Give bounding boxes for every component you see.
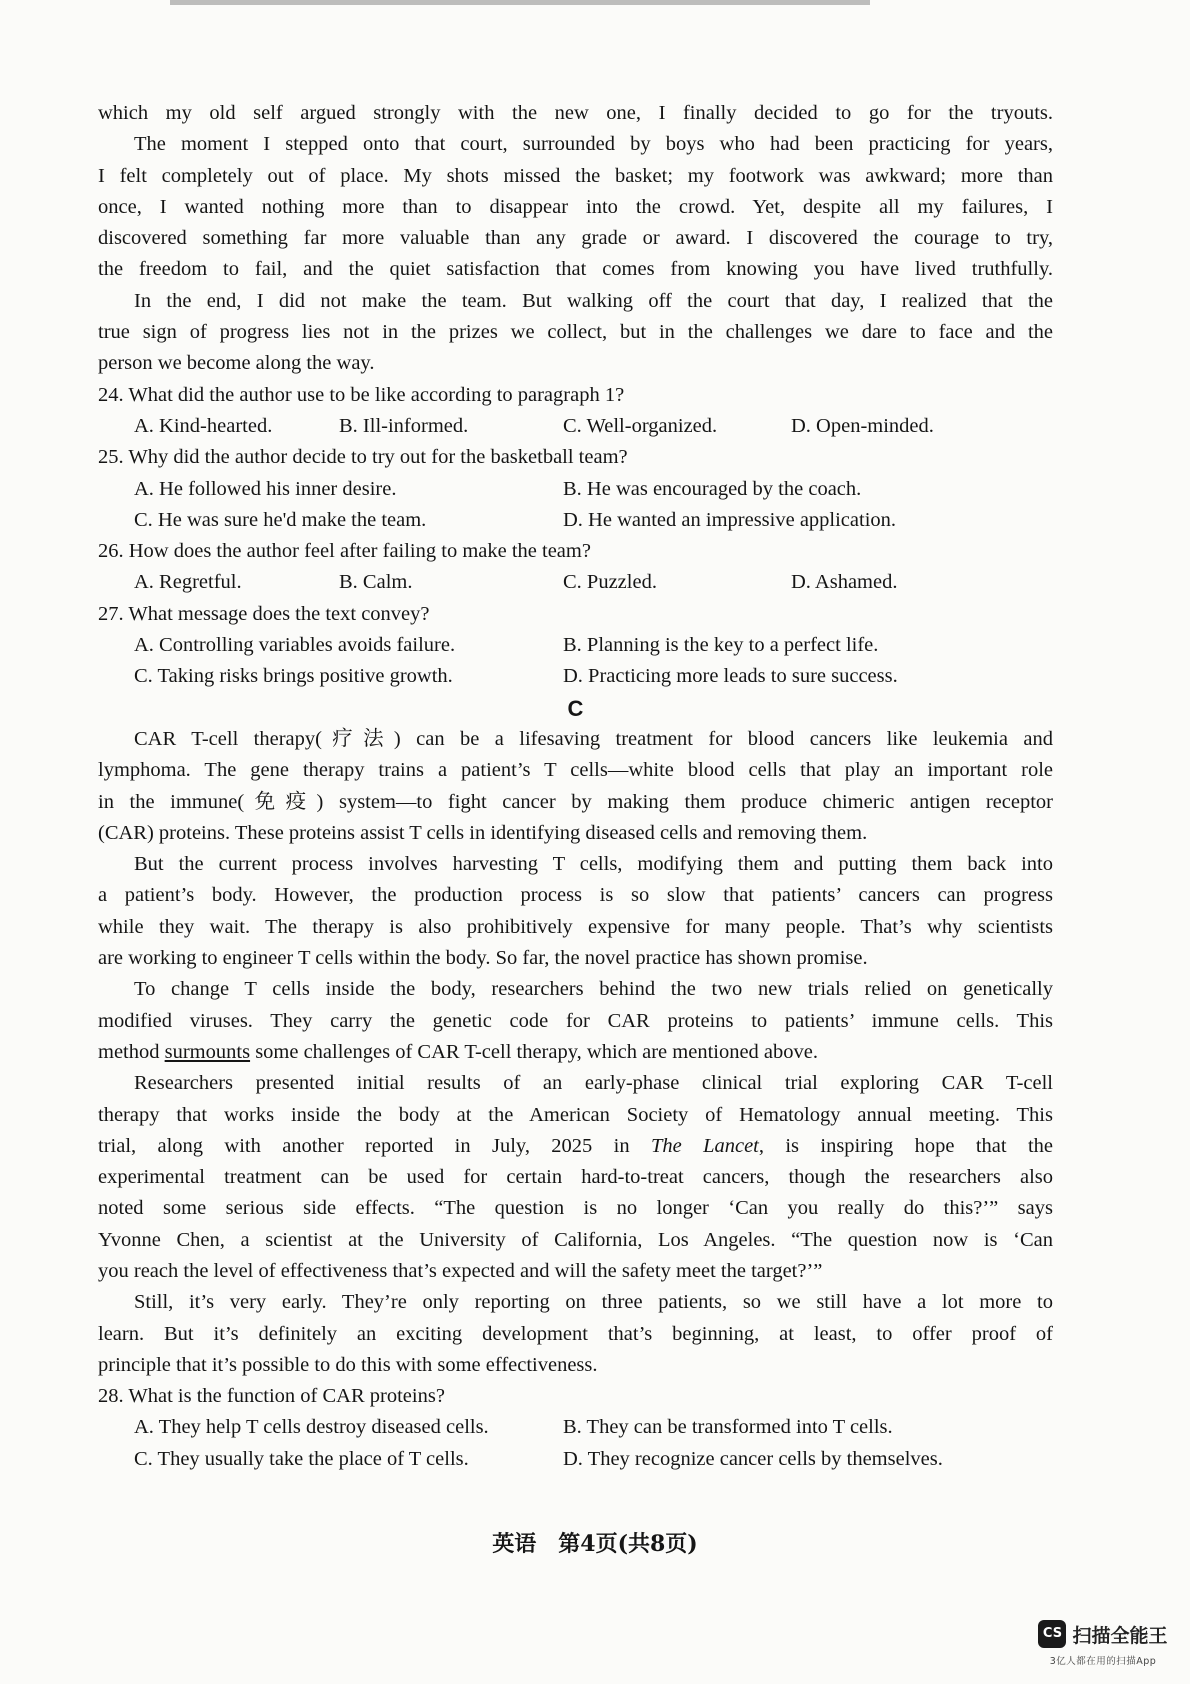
paragraph-line: modified viruses. They carry the genetic code for CAR proteins to patients’ immune cells. This — [98, 1009, 1053, 1032]
option-b[interactable]: B. Calm. — [339, 571, 413, 594]
options-25-row1 — [98, 474, 1053, 505]
paragraph-line: learn. But it’s definitely an exciting development that’s beginning, at least, to offer proof of — [98, 1322, 1053, 1345]
page-footer: 英语 第4页(共8页) — [492, 1531, 698, 1557]
text-span: trial, along with another reported in July, 2025 in — [98, 1134, 651, 1157]
options-27-row2 — [98, 661, 1053, 692]
journal-title: The Lancet — [650, 1134, 759, 1157]
page-content — [98, 98, 1053, 1475]
options-25-row2 — [98, 505, 1053, 536]
paragraph-line: But the current process involves harvesting T cells, modifying them and putting them back into — [134, 853, 1053, 876]
paragraph-line: I felt completely out of place. My shots missed the basket; my footwork was awkward; more than — [98, 164, 1053, 187]
passage-b-tail — [98, 98, 1053, 380]
option-d[interactable]: D. He wanted an impressive application. — [563, 508, 897, 531]
option-d[interactable]: D. They recognize cancer cells by themselves. — [563, 1447, 943, 1470]
paragraph-line: experimental treatment can be used for certain hard-to-treat cancers, though the researchers also — [98, 1166, 1053, 1189]
section-heading: C — [567, 695, 584, 721]
question-26: 26. How does the author feel after failing to make the team? — [98, 540, 591, 563]
option-a[interactable]: A. He followed his inner desire. — [134, 477, 397, 500]
scan-edge-artifact — [170, 0, 870, 5]
underlined-word: surmounts — [164, 1040, 251, 1063]
options-24 — [98, 411, 1053, 442]
text-span: some challenges of CAR T-cell therapy, which are mentioned above. — [250, 1040, 819, 1063]
paragraph-line: Researchers presented initial results of an early-phase clinical trial exploring CAR T-cell — [134, 1072, 1053, 1095]
paragraph-line: a patient’s body. However, the production process is so slow that patients’ cancers can progress — [98, 884, 1053, 907]
paragraph-line: To change T cells inside the body, researchers behind the two new trials relied on genetically — [134, 978, 1053, 1001]
options-27-row1 — [98, 630, 1053, 661]
paragraph-line: which my old self argued strongly with the new one, I finally decided to go for the tryouts. — [98, 102, 1053, 124]
question-28: 28. What is the function of CAR proteins? — [98, 1385, 445, 1408]
option-d[interactable]: D. Practicing more leads to sure success. — [563, 665, 898, 688]
option-b[interactable]: B. He was encouraged by the coach. — [563, 477, 862, 500]
option-a[interactable]: A. Kind-hearted. — [134, 414, 273, 437]
paragraph-line — [98, 1131, 1053, 1162]
paragraph-line: noted some serious side effects. “The question is no longer ‘Can you really do this?’” says — [98, 1197, 1053, 1220]
option-c[interactable]: C. He was sure he'd make the team. — [134, 508, 427, 531]
option-c[interactable]: C. Taking risks brings positive growth. — [134, 665, 453, 688]
camscanner-logo: CS — [1038, 1620, 1066, 1648]
watermark-name: 扫描全能王 — [1072, 1624, 1168, 1647]
option-a[interactable]: A. They help T cells destroy diseased cells. — [134, 1416, 489, 1439]
passage-c — [98, 724, 1053, 1381]
option-a[interactable]: A. Controlling variables avoids failure. — [134, 634, 456, 657]
text-span: , is inspiring hope that the — [758, 1134, 1053, 1157]
options-28-row1 — [98, 1412, 1053, 1443]
options-28-row2 — [98, 1444, 1053, 1475]
option-b[interactable]: B. Planning is the key to a perfect life. — [563, 634, 879, 657]
option-b[interactable]: B. They can be transformed into T cells. — [563, 1416, 893, 1439]
option-c[interactable]: C. Well-organized. — [563, 414, 718, 437]
paragraph-line: person we become along the way. — [98, 352, 375, 375]
option-b[interactable]: B. Ill-informed. — [339, 414, 469, 437]
paragraph-line: CAR T-cell therapy(疗法) can be a lifesaving treatment for blood cancers like leukemia and — [134, 727, 1053, 750]
option-c[interactable]: C. Puzzled. — [563, 571, 657, 594]
question-25: 25. Why did the author decide to try out for the basketball team? — [98, 446, 628, 469]
paragraph-line: Still, it’s very early. They’re only reporting on three patients, so we still have a lot more to — [134, 1291, 1053, 1314]
paragraph-line: The moment I stepped onto that court, surrounded by boys who had been practicing for years, — [134, 133, 1053, 156]
paragraph-line: Yvonne Chen, a scientist at the University of California, Los Angeles. “The question now is ‘Can — [98, 1228, 1053, 1251]
paragraph-line: are working to engineer T cells within the body. So far, the novel practice has shown promise. — [98, 947, 868, 970]
paragraph-line: in the immune(免疫) system—to fight cancer by making them produce chimeric antigen receptor — [98, 790, 1053, 813]
paragraph-line: therapy that works inside the body at the American Society of Hematology annual meeting. This — [98, 1103, 1053, 1126]
paragraph-line — [98, 1037, 1053, 1068]
paragraph-line: the freedom to fail, and the quiet satisfaction that comes from knowing you have lived truthfully. — [98, 258, 1053, 281]
scanner-watermark — [1030, 1620, 1176, 1667]
options-26 — [98, 567, 1053, 598]
paragraph-line: true sign of progress lies not in the prizes we collect, but in the challenges we dare to face and the — [98, 321, 1053, 344]
option-c[interactable]: C. They usually take the place of T cells. — [134, 1447, 469, 1470]
paragraph-line: lymphoma. The gene therapy trains a patient’s T cells—white blood cells that play an important role — [98, 759, 1053, 782]
paragraph-line: In the end, I did not make the team. But walking off the court that day, I realized that the — [134, 289, 1053, 312]
text-span: method — [98, 1040, 165, 1063]
paragraph-line: principle that it’s possible to do this with some effectiveness. — [98, 1353, 598, 1376]
paragraph-line: (CAR) proteins. These proteins assist T cells in identifying diseased cells and removing them. — [98, 821, 868, 844]
option-d[interactable]: D. Open-minded. — [791, 414, 934, 437]
question-27: 27. What message does the text convey? — [98, 602, 430, 625]
option-d[interactable]: D. Ashamed. — [791, 571, 898, 594]
watermark-slogan: 3亿人都在用的扫描App — [1049, 1656, 1157, 1667]
paragraph-line: while they wait. The therapy is also prohibitively expensive for many people. That’s why scientists — [98, 915, 1053, 938]
paragraph-line: once, I wanted nothing more than to disappear into the crowd. Yet, despite all my failures, I — [98, 195, 1053, 218]
paragraph-line: discovered something far more valuable than any grade or award. I discovered the courage to try, — [98, 227, 1053, 250]
option-a[interactable]: A. Regretful. — [134, 571, 242, 594]
paragraph-line: you reach the level of effectiveness that’s expected and will the safety meet the target?’” — [98, 1259, 823, 1282]
question-24: 24. What did the author use to be like according to paragraph 1? — [98, 383, 625, 406]
